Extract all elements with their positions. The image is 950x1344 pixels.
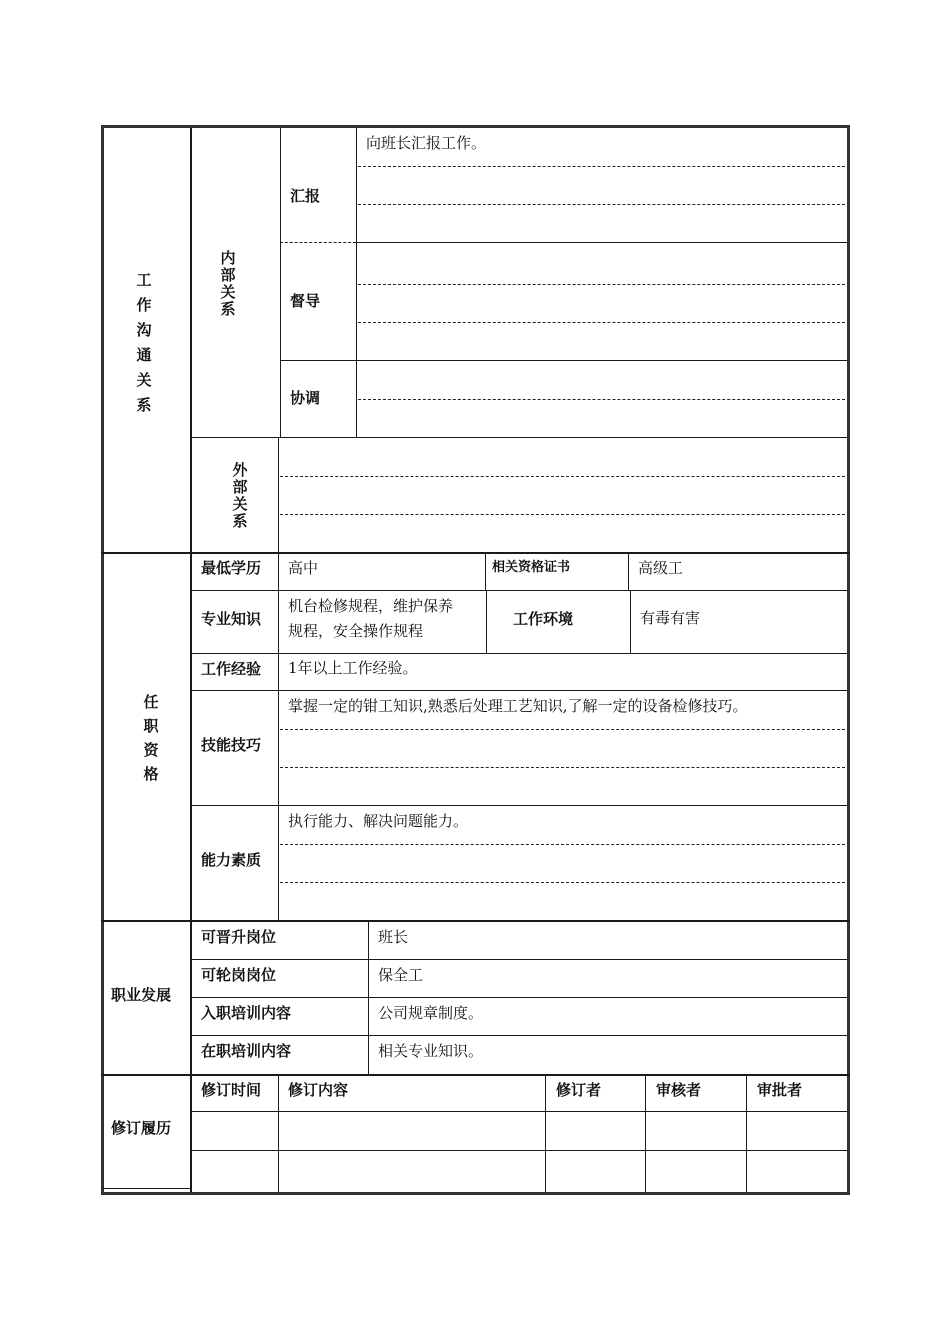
row-divider (280, 360, 847, 361)
experience-value: 1年以上工作经验。 (288, 659, 418, 677)
career-row-value: 班长 (378, 928, 409, 946)
report-text: 向班长汇报工作。 (366, 134, 487, 152)
row-divider (191, 959, 847, 960)
row-divider (191, 997, 847, 998)
column-divider (190, 128, 192, 1192)
column-divider (630, 590, 631, 653)
column-divider (278, 554, 279, 920)
qualification-section-label: 任职资格 (143, 693, 159, 783)
row-divider (191, 653, 847, 654)
skills-value: 掌握一定的钳工知识,熟悉后处理工艺知识,了解一定的设备检修技巧。 (288, 697, 748, 715)
revision-header: 审核者 (656, 1081, 702, 1099)
writing-line (280, 514, 845, 515)
certificate-label: 相关资格证书 (492, 560, 571, 575)
supervise-label: 督导 (290, 292, 321, 310)
writing-line (280, 844, 845, 845)
career-row-label: 在职培训内容 (201, 1042, 292, 1060)
revision-header: 修订时间 (201, 1081, 262, 1099)
row-divider (191, 1035, 847, 1036)
column-divider (545, 1076, 546, 1192)
writing-line (358, 166, 845, 167)
row-divider (101, 1188, 191, 1189)
column-divider (628, 554, 629, 590)
writing-line (358, 204, 845, 205)
career-row-value: 相关专业知识。 (378, 1042, 484, 1060)
column-divider (485, 554, 486, 590)
column-divider (645, 1076, 646, 1192)
environment-value: 有毒有害 (640, 609, 701, 627)
revision-header: 审批者 (757, 1081, 803, 1099)
column-divider (368, 922, 369, 1074)
ability-value: 执行能力、解决问题能力。 (288, 812, 469, 830)
career-row-value: 公司规章制度。 (378, 1004, 484, 1022)
section-divider (101, 920, 850, 922)
education-value: 高中 (288, 559, 319, 577)
education-label: 最低学历 (201, 559, 262, 577)
row-divider (191, 1150, 847, 1151)
revision-header: 修订者 (556, 1081, 602, 1099)
row-divider (191, 590, 847, 591)
external-relations-label: 外部关系 (232, 461, 248, 530)
writing-line (358, 322, 845, 323)
column-divider (356, 128, 357, 437)
report-label: 汇报 (290, 187, 321, 205)
career-row-label: 可轮岗岗位 (201, 966, 277, 984)
row-divider (356, 242, 847, 243)
coordinate-label: 协调 (290, 389, 321, 407)
column-divider (278, 437, 279, 552)
ability-label: 能力素质 (201, 851, 262, 869)
knowledge-label: 专业知识 (201, 610, 262, 628)
experience-label: 工作经验 (201, 660, 262, 678)
writing-line (280, 767, 845, 768)
skills-label: 技能技巧 (201, 736, 262, 754)
career-row-value: 保全工 (378, 966, 424, 984)
section-divider (101, 1074, 850, 1076)
row-divider (191, 437, 847, 438)
writing-line (358, 399, 845, 400)
career-row-label: 可晋升岗位 (201, 928, 277, 946)
career-row-label: 入职培训内容 (201, 1004, 292, 1022)
writing-line (358, 284, 845, 285)
column-divider (746, 1076, 747, 1192)
knowledge-line-2: 规程，安全操作规程 (288, 622, 424, 640)
row-divider (191, 690, 847, 691)
career-section-label: 职业发展 (111, 986, 172, 1004)
communication-section-label: 工作沟通关系 (136, 271, 152, 414)
writing-line (280, 729, 845, 730)
column-divider (278, 1076, 279, 1192)
column-divider (486, 590, 487, 653)
section-divider (101, 552, 850, 554)
revision-section-label: 修订履历 (111, 1119, 172, 1137)
environment-label: 工作环境 (513, 610, 574, 628)
writing-line (280, 476, 845, 477)
row-divider (280, 242, 356, 243)
writing-line (280, 882, 845, 883)
row-divider (191, 1111, 847, 1112)
row-divider (191, 805, 847, 806)
internal-relations-label: 内部关系 (220, 249, 236, 318)
revision-header: 修订内容 (288, 1081, 349, 1099)
certificate-value: 高级工 (638, 559, 684, 577)
column-divider (280, 128, 281, 437)
knowledge-line-1: 机台检修规程，维护保养 (288, 597, 454, 615)
